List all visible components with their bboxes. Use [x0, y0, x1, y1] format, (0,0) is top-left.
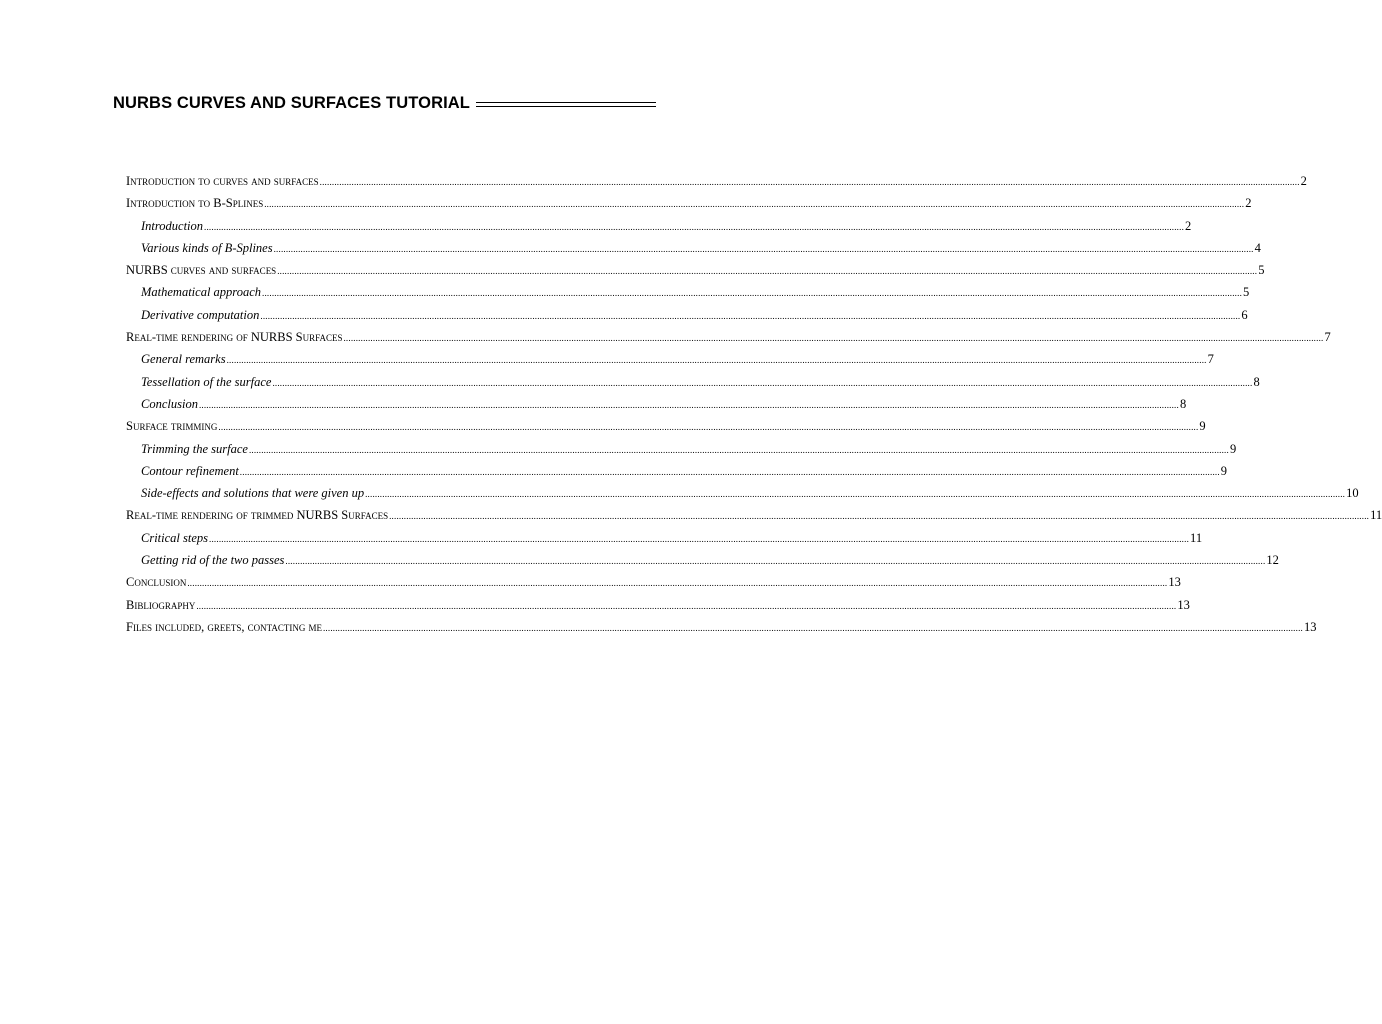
toc-dot-leader: ................................................................................................................................................................................................................................................................................................................................................................................................................	[187, 578, 1168, 589]
toc-entry-label: General remarks	[141, 352, 226, 367]
toc-entry[interactable]	[126, 594, 1190, 616]
toc-entry-page-number: 13	[1177, 597, 1190, 612]
toc-entry[interactable]	[126, 482, 1359, 504]
toc-dot-leader: ................................................................................................................................................................................................................................................................................................................................................................................................................	[226, 355, 1207, 366]
toc-entry-page-number: 9	[1199, 419, 1206, 434]
toc-dot-leader: ................................................................................................................................................................................................................................................................................................................................................................................................................	[239, 466, 1220, 477]
toc-dot-leader: ................................................................................................................................................................................................................................................................................................................................................................................................................	[248, 444, 1229, 455]
toc-dot-leader: ................................................................................................................................................................................................................................................................................................................................................................................................................	[319, 177, 1300, 187]
toc-dot-leader: ................................................................................................................................................................................................................................................................................................................................................................................................................	[272, 377, 1253, 388]
toc-dot-leader: ................................................................................................................................................................................................................................................................................................................................................................................................................	[389, 511, 1370, 522]
toc-entry-label: Files included, greets, contacting me	[126, 619, 322, 634]
toc-entry[interactable]	[126, 215, 1192, 237]
toc-entry-label: Critical steps	[141, 530, 209, 545]
toc-entry[interactable]	[126, 192, 1252, 214]
title-double-rule	[476, 102, 656, 107]
toc-entry[interactable]	[126, 348, 1214, 370]
toc-entry-page-number: 8	[1253, 374, 1260, 389]
toc-entry-label: Introduction to curves and surfaces	[126, 174, 319, 188]
toc-dot-leader: ................................................................................................................................................................................................................................................................................................................................................................................................................	[218, 422, 1199, 433]
toc-entry-page-number: 4	[1254, 240, 1261, 255]
toc-entry-label: Mathematical approach	[141, 285, 262, 300]
toc-entry[interactable]	[126, 304, 1248, 326]
toc-dot-leader: ................................................................................................................................................................................................................................................................................................................................................................................................................	[322, 622, 1303, 633]
toc-entry-page-number: 7	[1324, 330, 1331, 345]
toc-dot-leader: ................................................................................................................................................................................................................................................................................................................................................................................................................	[285, 556, 1266, 567]
toc-dot-leader: ................................................................................................................................................................................................................................................................................................................................................................................................................	[365, 489, 1346, 500]
toc-dot-leader: ................................................................................................................................................................................................................................................................................................................................................................................................................	[209, 533, 1190, 544]
toc-entry[interactable]	[126, 371, 1260, 393]
toc-entry-page-number: 2	[1300, 174, 1307, 188]
toc-entry-label: Contour refinement	[141, 463, 239, 478]
toc-entry-label: Side-effects and solutions that were given up	[141, 486, 365, 501]
toc-entry-label: Trimming the surface	[141, 441, 248, 456]
toc-entry-page-number: 11	[1190, 530, 1203, 545]
document-title: NURBS CURVES AND SURFACES TUTORIAL	[113, 94, 470, 112]
toc-entry-page-number: 5	[1243, 285, 1250, 300]
toc-entry[interactable]	[126, 571, 1181, 593]
toc-entry-label: Getting rid of the two passes	[141, 553, 285, 568]
toc-entry-page-number: 12	[1266, 553, 1279, 568]
toc-entry-page-number: 10	[1346, 486, 1359, 501]
toc-entry[interactable]	[126, 438, 1237, 460]
toc-entry[interactable]	[126, 170, 1307, 192]
toc-entry[interactable]	[126, 527, 1203, 549]
toc-entry-page-number: 9	[1229, 441, 1237, 456]
toc-dot-leader: ................................................................................................................................................................................................................................................................................................................................................................................................................	[262, 288, 1243, 299]
toc-entry-label: Derivative computation	[141, 307, 260, 322]
toc-dot-leader: ................................................................................................................................................................................................................................................................................................................................................................................................................	[198, 399, 1179, 410]
toc-dot-leader: ................................................................................................................................................................................................................................................................................................................................................................................................................	[260, 310, 1241, 321]
toc-entry-label: Bibliography	[126, 597, 196, 612]
toc-entry[interactable]	[126, 460, 1228, 482]
toc-entry-page-number: 13	[1168, 575, 1181, 590]
toc-dot-leader: ................................................................................................................................................................................................................................................................................................................................................................................................................	[204, 221, 1185, 232]
toc-entry[interactable]	[126, 415, 1206, 437]
toc-dot-leader: ................................................................................................................................................................................................................................................................................................................................................................................................................	[277, 266, 1258, 277]
toc-entry-label: Various kinds of B-Splines	[141, 240, 273, 255]
toc-entry-label: Real-time rendering of NURBS Surfaces	[126, 330, 343, 345]
toc-entry-label: Introduction to B-Splines	[126, 196, 264, 211]
toc-entry[interactable]	[126, 616, 1317, 638]
toc-entry-label: Surface trimming	[126, 419, 218, 434]
toc-dot-leader: ................................................................................................................................................................................................................................................................................................................................................................................................................	[343, 333, 1324, 344]
toc-entry[interactable]	[126, 393, 1187, 415]
toc-entry-page-number: 7	[1207, 352, 1214, 367]
toc-dot-leader: ................................................................................................................................................................................................................................................................................................................................................................................................................	[273, 243, 1254, 254]
toc-entry-label: Conclusion	[126, 575, 187, 590]
toc-entry-label: Tessellation of the surface	[141, 374, 272, 389]
toc-entry[interactable]	[126, 504, 1382, 526]
toc-entry[interactable]	[126, 237, 1261, 259]
toc-entry[interactable]	[126, 326, 1331, 348]
toc-entry-page-number: 2	[1245, 196, 1252, 211]
toc-entry-label: Introduction	[141, 218, 204, 233]
toc-entry-label: Real-time rendering of trimmed NURBS Surfaces	[126, 508, 389, 523]
toc-entry-page-number: 8	[1179, 396, 1187, 411]
toc-entry-label: NURBS curves and surfaces	[126, 263, 277, 278]
toc-dot-leader: ................................................................................................................................................................................................................................................................................................................................................................................................................	[196, 600, 1177, 611]
toc-entry[interactable]	[126, 281, 1250, 303]
toc-entry[interactable]	[126, 549, 1279, 571]
toc-entry-page-number: 5	[1258, 263, 1265, 278]
toc-entry-page-number: 13	[1303, 619, 1317, 634]
toc-entry[interactable]	[126, 259, 1265, 281]
toc-dot-leader: ................................................................................................................................................................................................................................................................................................................................................................................................................	[264, 199, 1245, 210]
toc-entry-page-number: 2	[1185, 218, 1192, 233]
table-of-contents	[126, 170, 1382, 638]
toc-entry-page-number: 6	[1241, 307, 1248, 322]
toc-entry-label: Conclusion	[141, 396, 198, 411]
toc-entry-page-number: 11	[1370, 508, 1382, 523]
toc-entry-page-number: 9	[1220, 463, 1228, 478]
title-row	[113, 92, 656, 114]
